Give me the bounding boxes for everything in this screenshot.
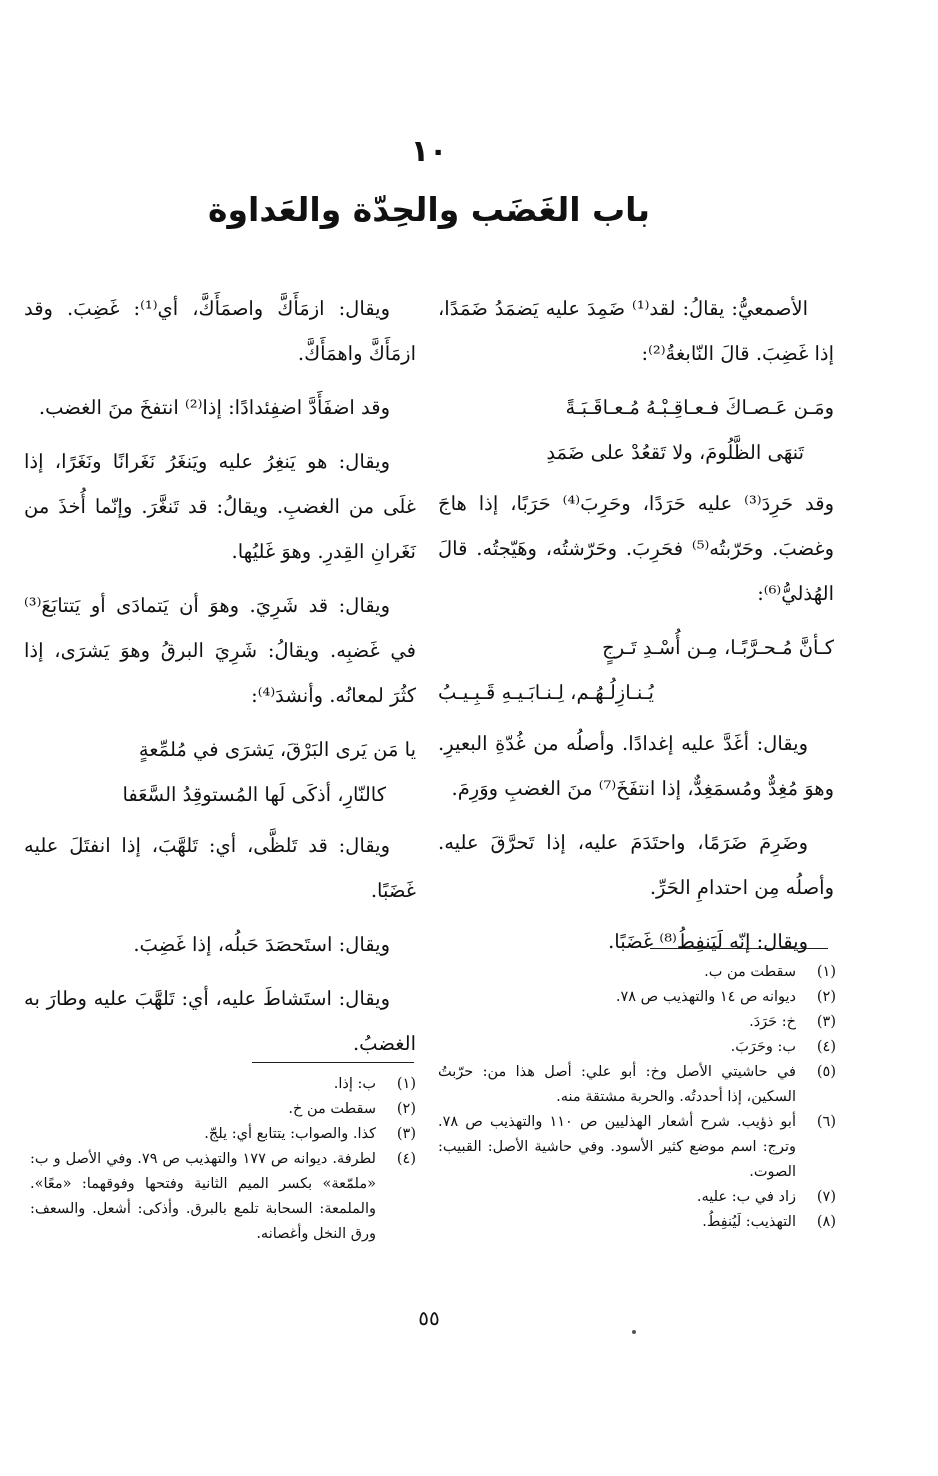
- paragraph: ويقال: أغَدَّ عليه إغدادًا. وأصلُه من غُدّةِ البعيرِ. وهوَ مُغِدٌّ ومُسمَغِدٌّ، إذا انتفَخَ⁽⁷⁾ منَ الغضبِ ووَرِمَ.: [438, 732, 834, 800]
- footnote-number: (١): [816, 964, 836, 980]
- footnote-number: (٣): [396, 1126, 416, 1142]
- paragraph: ويقال: استَحصَدَ حَبلُه، إذا غَضِبَ.: [133, 933, 390, 956]
- chapter-number: ١٠: [410, 134, 448, 169]
- footnotes-left: [30, 1072, 416, 1247]
- paragraph: ويقال: هو يَنغِرُ عليه ويَنغَرُ نَغَرانًا ونَغَرًا، إذا غلَى من الغضبِ. ويقالُ: قد تَنغَّرَ. وإنّما أُخذَ من نَغَرانِ القِدرِ. وهوَ غَليُها.: [24, 450, 416, 563]
- footnote-number: (٥): [816, 1064, 836, 1080]
- paragraph: ويقال: قد تَلظَّى، أي: تَلهَّبَ، إذا انفتَلَ عليه غَضَبًا.: [24, 834, 416, 902]
- footnote-separator: [252, 1062, 414, 1063]
- footnote-number: (٢): [396, 1101, 416, 1117]
- footnote-text: خ: حَرَدَ.: [749, 1014, 796, 1030]
- footnote: [438, 1010, 836, 1035]
- footnote: [438, 1210, 836, 1235]
- left-column: [24, 286, 416, 1075]
- footnote: [30, 1147, 416, 1247]
- margin-mark: [632, 1330, 636, 1334]
- footnote: [30, 1072, 416, 1097]
- paragraph: وقد حَرِدَ⁽³⁾ عليه حَرَدًا، وحَرِبَ⁽⁴⁾ حَرَبًا، إذا هاجَ وغضبَ. وحَرّبتُه⁽⁵⁾ فحَرِبَ. وحَرّشتُه، وهَيّجتُه. قالَ الهُذليُّ⁽⁶⁾:: [438, 492, 835, 605]
- paragraph: وضَرِمَ ضَرَمًا، واحتَدَمَ عليه، إذا تَحرَّقَ عليه. وأصلُه مِن احتدامِ الحَرِّ.: [438, 831, 834, 899]
- footnote-text: في حاشيتي الأصل وخ: أبو علي: أصل هذا من: حرّبتُ السكين، إذا أحددتُه. والحربة مشتقة منه.: [438, 1064, 796, 1105]
- footnote-text: زاد في ب: عليه.: [696, 1189, 796, 1205]
- footnote-separator: [650, 948, 828, 949]
- footnote-number: (٤): [396, 1151, 416, 1167]
- verse-hemistich: يُـنـازِلُـهُـم، لِـنـابَـيـهِ قَـبِـيـبُ: [438, 681, 654, 704]
- footnote: [438, 1185, 836, 1210]
- verse-hemistich: كالنّارِ، أذكَى لَها المُستوقِدُ السَّعَفا: [122, 783, 386, 806]
- paragraph: الأصمعيُّ: يقالُ: لقد⁽¹⁾ ضَمِدَ عليه يَضمَدُ ضَمَدًا، إذا غَضِبَ. قالَ النّابغةُ⁽²⁾:: [438, 297, 834, 365]
- footnote: [438, 1060, 836, 1110]
- footnote: [438, 1110, 836, 1185]
- verse-hemistich: كـأنَّ مُـحـرَّبًـا، مِـن أُسْـدِ تَـرجٍ: [602, 636, 834, 659]
- paragraph: ويقال: استَشاطَ عليه، أي: تَلهَّبَ عليه وطارَ به الغضبُ.: [24, 987, 416, 1055]
- paragraph: ويقال: ازمَأَكَّ واصمَأَكَّ، أي⁽¹⁾: غَضِبَ. وقد ازمَأَكَّ واهمَأَكَّ.: [24, 297, 416, 365]
- footnote-text: كذا. والصواب: يتتابع أي: يلجّ.: [204, 1126, 376, 1142]
- footnote-number: (٢): [816, 989, 836, 1005]
- page-number: ٥٥: [418, 1306, 440, 1330]
- footnote-number: (٣): [816, 1014, 836, 1030]
- footnote-number: (٤): [816, 1039, 836, 1055]
- footnotes-right: [438, 960, 836, 1235]
- verse-hemistich: ومَـن عَـصـاكَ فـعـاقِـبْـهُ مُـعـاقَـبَـةً: [565, 396, 834, 419]
- footnote: [30, 1122, 416, 1147]
- verse-hemistich: تَنهَى الظَّلُومَ، ولا تَقعُدْ على ضَمَدِ: [546, 441, 804, 464]
- footnote-text: ب: إذا.: [333, 1076, 376, 1092]
- footnote-text: التهذيب: لَيُنفِطُ.: [702, 1214, 796, 1230]
- footnote-text: لطرفة. ديوانه ص ١٧٧ والتهذيب ص ٧٩. وفي الأصل و ب: «ملمّعة» بكسر الميم الثانية وفتحها وفوقهما: «معًا». والملمعة: السحابة تلمع بالبرق. وأذكى: أشعل. والسعف: ورق النخل وأغصانه.: [30, 1151, 376, 1242]
- footnote-text: سقطت من خ.: [288, 1101, 376, 1117]
- footnote: [30, 1097, 416, 1122]
- footnote-text: أبو ذؤيب. شرح أشعار الهذليين ص ١١٠ والتهذيب ص ٧٨. وترج: اسم موضع كثير الأسود. وفي حاشية الأصل: القبيب: الصوت.: [438, 1114, 796, 1180]
- footnote-number: (٧): [816, 1189, 836, 1205]
- paragraph: وقد اضفَأَدَّ اضفِئدادًا: إذا⁽²⁾ انتفخَ منَ الغضب.: [38, 396, 390, 419]
- footnote-number: (٦): [816, 1114, 836, 1130]
- footnote-text: ب: وحَرَبَ.: [730, 1039, 796, 1055]
- footnote-number: (٨): [816, 1214, 836, 1230]
- footnote: [438, 960, 836, 985]
- footnote: [438, 1035, 836, 1060]
- paragraph: ويقال: قد شَرِيَ. وهوَ أن يَتمادَى أو يَتتابَعَ⁽³⁾ في غَضبِه. ويقالُ: شَرِيَ البرقُ وهوَ يَشرَى، إذا كثُرَ لمعانُه. وأنشدَ⁽⁴⁾:: [24, 594, 416, 707]
- footnote-text: ديوانه ص ١٤ والتهذيب ص ٧٨.: [615, 989, 796, 1005]
- right-column: [438, 286, 834, 973]
- footnote-number: (١): [396, 1076, 416, 1092]
- verse-hemistich: يا مَن يَرى البَرْقَ، يَشرَى في مُلمِّعةٍ: [138, 738, 416, 761]
- footnote: [438, 985, 836, 1010]
- chapter-title: باب الغَضَب والحِدّة والعَداوة: [208, 190, 650, 229]
- paragraph: ويقال: إنّه لَيَنفِطُ⁽⁸⁾ غَضَبًا.: [608, 930, 808, 953]
- footnote-text: سقطت من ب.: [704, 964, 796, 980]
